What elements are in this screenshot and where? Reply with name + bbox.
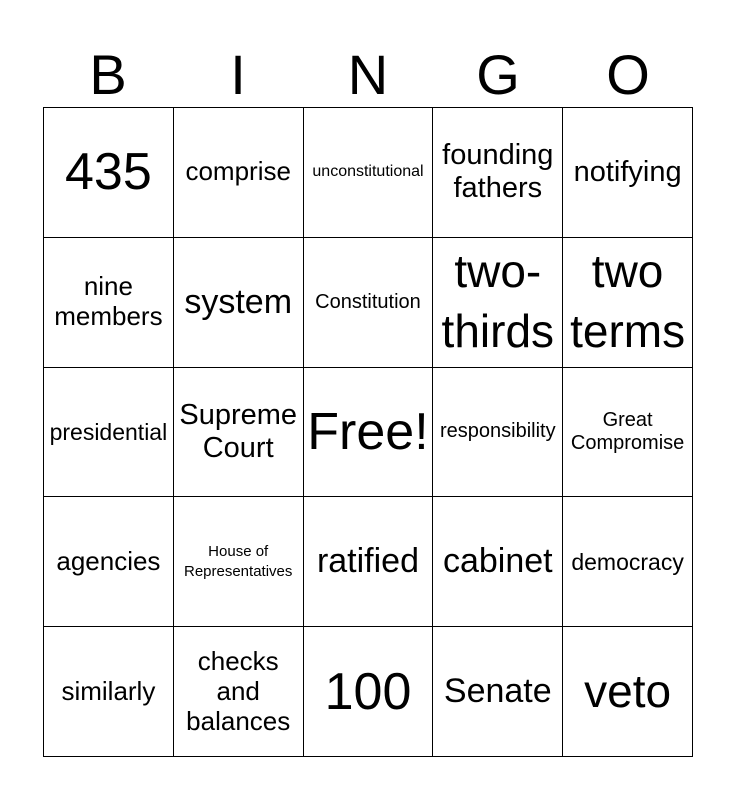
bingo-cell[interactable]: similarly	[44, 627, 174, 757]
bingo-cell[interactable]: nine members	[44, 238, 174, 368]
bingo-cell[interactable]: Constitution	[304, 238, 434, 368]
bingo-cell[interactable]: democracy	[563, 497, 693, 627]
bingo-cell[interactable]: 435	[44, 108, 174, 238]
free-space-cell[interactable]: Free!	[304, 368, 434, 498]
bingo-cell[interactable]: agencies	[44, 497, 174, 627]
bingo-cell[interactable]: comprise	[174, 108, 304, 238]
bingo-cell[interactable]: cabinet	[433, 497, 563, 627]
bingo-cell[interactable]: 100	[304, 627, 434, 757]
header-letter-g: G	[476, 43, 520, 106]
bingo-cell[interactable]: House of Representatives	[174, 497, 304, 627]
bingo-cell[interactable]: presidential	[44, 368, 174, 498]
bingo-cell[interactable]: notifying	[563, 108, 693, 238]
bingo-cell[interactable]: Supreme Court	[174, 368, 304, 498]
bingo-cell[interactable]: unconstitutional	[304, 108, 434, 238]
header-letter-b: B	[89, 43, 127, 106]
bingo-cell[interactable]: responsibility	[433, 368, 563, 498]
bingo-cell[interactable]: Great Compromise	[563, 368, 693, 498]
bingo-cell[interactable]: founding fathers	[433, 108, 563, 238]
bingo-card-grid	[43, 107, 693, 757]
bingo-cell[interactable]: two-thirds	[433, 238, 563, 368]
bingo-header	[43, 42, 693, 108]
bingo-cell[interactable]: Senate	[433, 627, 563, 757]
header-letter-i: I	[230, 43, 246, 106]
header-letter-n: N	[347, 43, 389, 106]
header-letter-o: O	[606, 43, 650, 106]
bingo-cell[interactable]: two terms	[563, 238, 693, 368]
bingo-cell[interactable]: system	[174, 238, 304, 368]
bingo-cell[interactable]: veto	[563, 627, 693, 757]
bingo-cell[interactable]: checks and balances	[174, 627, 304, 757]
bingo-cell[interactable]: ratified	[304, 497, 434, 627]
